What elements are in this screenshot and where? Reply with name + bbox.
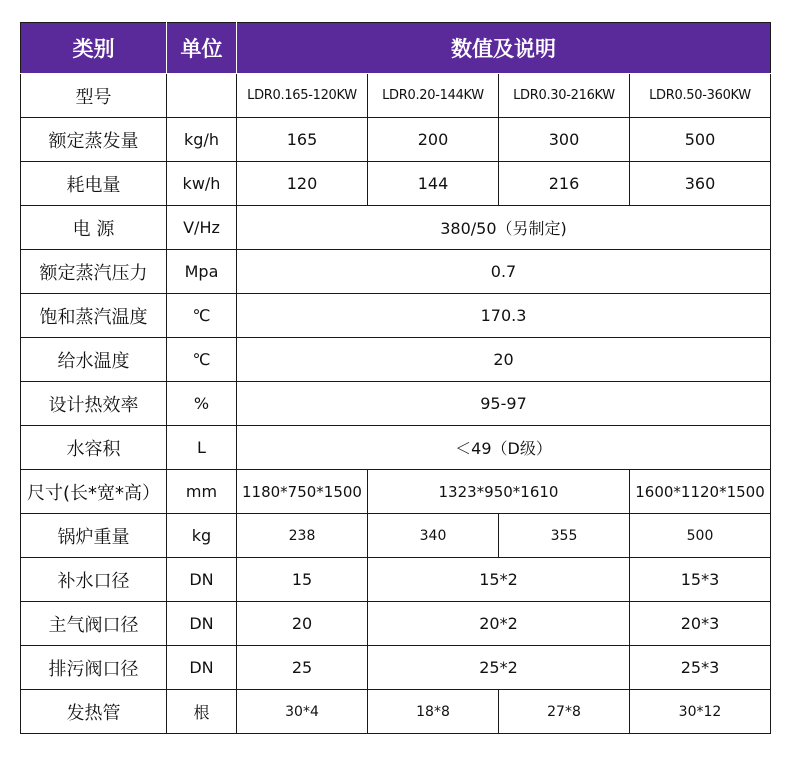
value-cell: 30*4 [237,690,368,734]
value-cell: 360 [630,162,771,206]
row-unit: kw/h [167,162,237,206]
value-cell: 95-97 [237,382,771,426]
row-main-valve [21,602,771,646]
value-cell: 18*8 [368,690,499,734]
row-unit: mm [167,470,237,514]
header-category: 类别 [21,23,167,74]
row-power [21,162,771,206]
row-label: 型号 [21,74,167,118]
model-cell: LDR0.20-144KW [368,74,499,118]
row-supply [21,206,771,250]
header-values: 数值及说明 [237,23,771,74]
row-label: 额定蒸发量 [21,118,167,162]
value-cell: 380/50（另制定) [237,206,771,250]
row-weight [21,514,771,558]
value-cell: 500 [630,118,771,162]
row-label: 耗电量 [21,162,167,206]
row-unit: L [167,426,237,470]
header-unit: 单位 [167,23,237,74]
value-cell: 15*3 [630,558,771,602]
row-label: 设计热效率 [21,382,167,426]
value-cell: 144 [368,162,499,206]
value-cell: 300 [499,118,630,162]
value-cell: 20*3 [630,602,771,646]
row-unit: ℃ [167,294,237,338]
value-cell: 1600*1120*1500 [630,470,771,514]
row-feed-port [21,558,771,602]
model-cell: LDR0.165-120KW [237,74,368,118]
value-cell: 238 [237,514,368,558]
row-heat-tube [21,690,771,734]
row-label: 主气阀口径 [21,602,167,646]
row-label: 饱和蒸汽温度 [21,294,167,338]
row-label: 水容积 [21,426,167,470]
value-cell: 170.3 [237,294,771,338]
row-label: 电 源 [21,206,167,250]
value-cell: 0.7 [237,250,771,294]
value-cell: 15 [237,558,368,602]
value-cell: 355 [499,514,630,558]
value-cell: 120 [237,162,368,206]
row-feed-temp [21,338,771,382]
row-unit: DN [167,558,237,602]
value-cell: 1180*750*1500 [237,470,368,514]
row-unit: Mpa [167,250,237,294]
value-cell: 200 [368,118,499,162]
value-cell: 1323*950*1610 [368,470,630,514]
row-label: 给水温度 [21,338,167,382]
row-unit: DN [167,646,237,690]
value-cell: 25*3 [630,646,771,690]
value-cell: 20 [237,338,771,382]
value-cell: 165 [237,118,368,162]
row-label: 排污阀口径 [21,646,167,690]
value-cell: 25 [237,646,368,690]
value-cell: 20*2 [368,602,630,646]
row-label: 尺寸(长*宽*高） [21,470,167,514]
row-unit: V/Hz [167,206,237,250]
row-label: 锅炉重量 [21,514,167,558]
model-cell: LDR0.50-360KW [630,74,771,118]
row-label: 发热管 [21,690,167,734]
row-drain-valve [21,646,771,690]
row-sat-temp [21,294,771,338]
row-unit [167,74,237,118]
row-unit: 根 [167,690,237,734]
value-cell: 20 [237,602,368,646]
value-cell: 216 [499,162,630,206]
value-cell: 500 [630,514,771,558]
value-cell: 25*2 [368,646,630,690]
value-cell: ＜49（D级） [237,426,771,470]
row-efficiency [21,382,771,426]
row-size [21,470,771,514]
row-label: 补水口径 [21,558,167,602]
value-cell: 340 [368,514,499,558]
row-unit: ℃ [167,338,237,382]
row-capacity [21,426,771,470]
row-unit: kg/h [167,118,237,162]
row-pressure [21,250,771,294]
row-evaporation [21,118,771,162]
row-label: 额定蒸汽压力 [21,250,167,294]
header-row [21,23,771,74]
spec-table [20,22,771,734]
value-cell: 30*12 [630,690,771,734]
row-model [21,74,771,118]
model-cell: LDR0.30-216KW [499,74,630,118]
value-cell: 27*8 [499,690,630,734]
value-cell: 15*2 [368,558,630,602]
row-unit: kg [167,514,237,558]
row-unit: DN [167,602,237,646]
row-unit: % [167,382,237,426]
